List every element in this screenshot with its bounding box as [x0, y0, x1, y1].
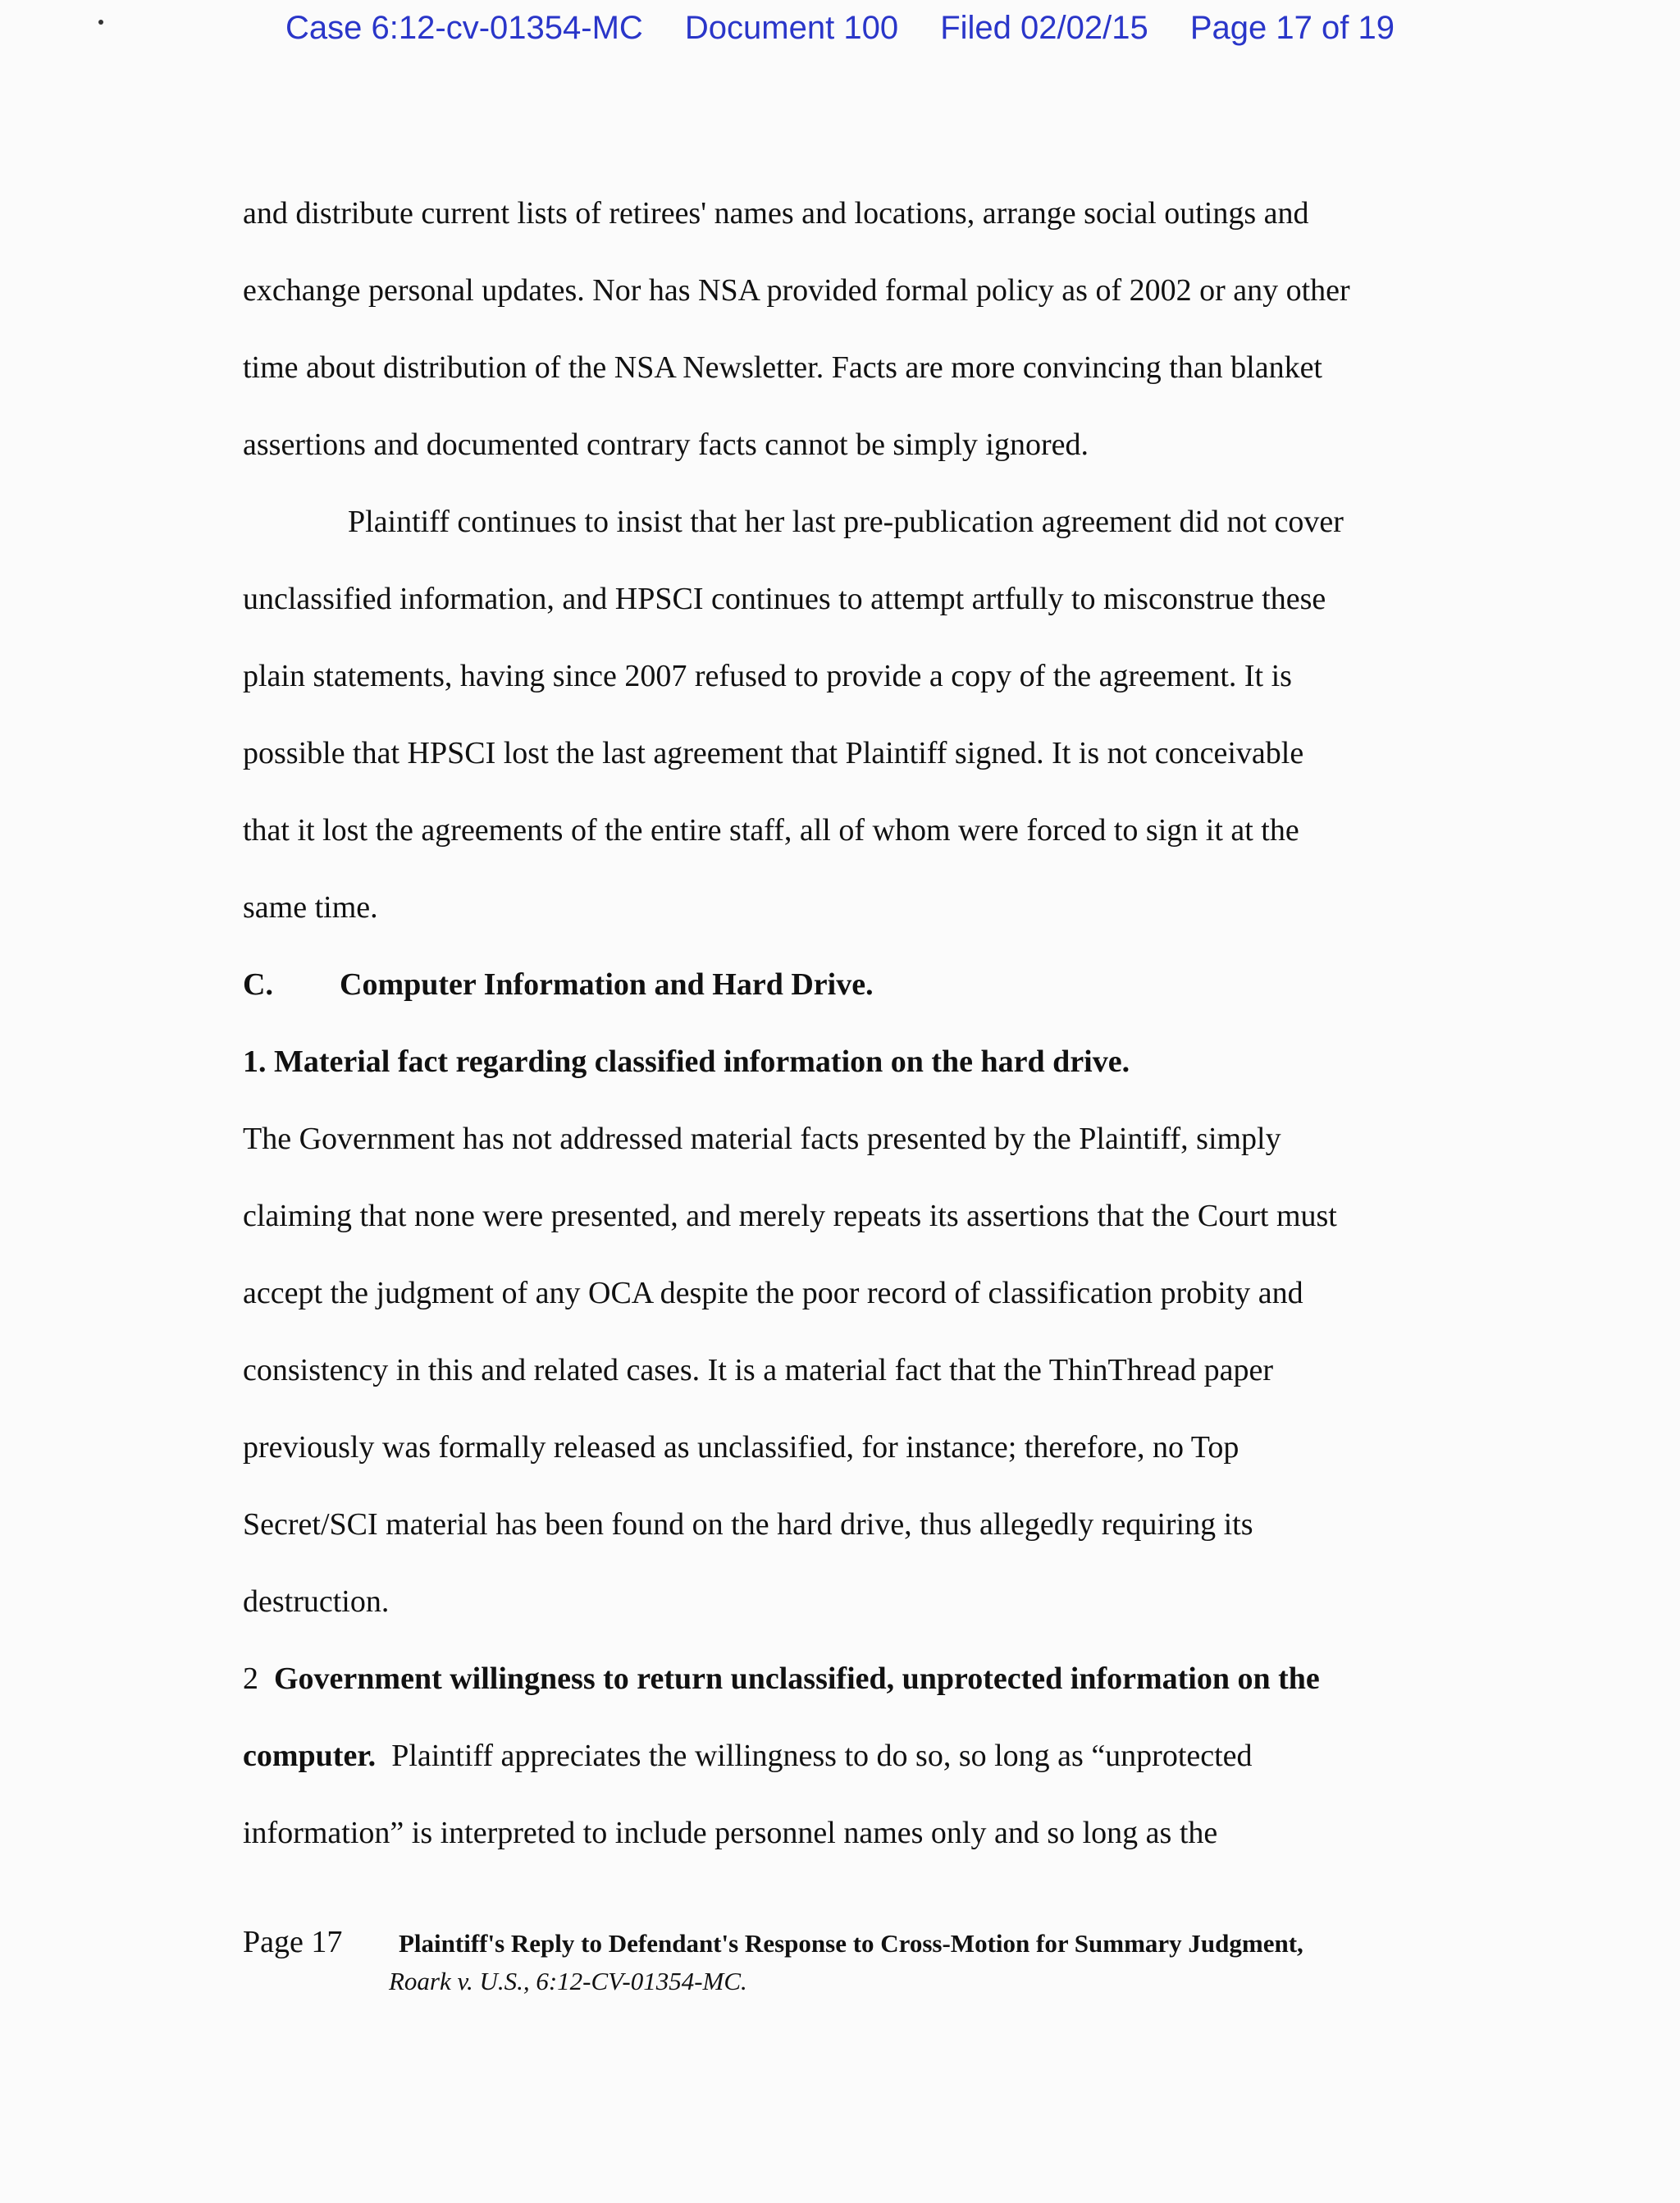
section-letter: C.	[243, 967, 273, 1002]
text-segment: Plaintiff appreciates the willingness to do so, so long as “unprotected	[391, 1739, 1253, 1773]
document-number: Document 100	[684, 10, 899, 46]
footer-citation: Roark v. U.S., 6:12-CV-01354-MC.	[389, 1967, 747, 1995]
text-line: claiming that none were presented, and merely repeats its assertions that the Court must	[243, 1199, 1337, 1233]
section-title: Computer Information and Hard Drive.	[340, 967, 874, 1002]
subsection-2-heading	[243, 1640, 1440, 1717]
text-line	[243, 1717, 1440, 1794]
text-line: Plaintiff continues to insist that her last pre-publication agreement did not cover	[348, 505, 1344, 539]
text-line: accept the judgment of any OCA despite the poor record of classification probity and	[243, 1276, 1303, 1310]
case-number: Case 6:12-cv-01354-MC	[285, 10, 643, 46]
paragraph-4	[243, 1640, 1440, 1872]
text-line: information” is interpreted to include personnel names only and so long as the	[243, 1816, 1218, 1850]
text-line: consistency in this and related cases. It is a material fact that the ThinThread paper	[243, 1353, 1273, 1387]
text-line: previously was formally released as unclassified, for instance; therefore, no Top	[243, 1430, 1239, 1465]
paragraph-1	[243, 175, 1440, 483]
subsection-1-heading: 1. Material fact regarding classified information on the hard drive.	[243, 1044, 1130, 1079]
paragraph-2	[243, 483, 1440, 946]
text-line: assertions and documented contrary facts cannot be simply ignored.	[243, 427, 1089, 462]
subsection-2-title-end: computer.	[243, 1739, 377, 1773]
section-c-heading	[243, 946, 1440, 1023]
page-count: Page 17 of 19	[1189, 10, 1395, 46]
paragraph-3	[243, 1100, 1440, 1640]
footer-row	[243, 1924, 1473, 1960]
text-line: that it lost the agreements of the entire staff, all of whom were forced to sign it at the	[243, 813, 1299, 848]
text-line: The Government has not addressed material facts presented by the Plaintiff, simply	[243, 1122, 1281, 1156]
page-footer	[243, 1924, 1473, 1996]
footer-page-number: Page 17	[243, 1925, 343, 1959]
ecf-header	[0, 10, 1680, 47]
text-line: and distribute current lists of retirees' names and locations, arrange social outings and	[243, 196, 1309, 231]
subsection-2-title: Government willingness to return unclassified, unprotected information on the	[274, 1661, 1320, 1696]
text-line: time about distribution of the NSA Newsletter. Facts are more convincing than blanket	[243, 350, 1322, 385]
text-line: destruction.	[243, 1584, 390, 1619]
footer-title: Plaintiff's Reply to Defendant's Response to Cross-Motion for Summary Judgment,	[399, 1929, 1303, 1958]
subsection-number: 2	[243, 1661, 258, 1696]
text-line: same time.	[243, 890, 378, 925]
body-text	[243, 175, 1440, 1872]
text-line: possible that HPSCI lost the last agreement that Plaintiff signed. It is not conceivable	[243, 736, 1304, 770]
text-line: exchange personal updates. Nor has NSA provided formal policy as of 2002 or any other	[243, 273, 1350, 308]
text-line: unclassified information, and HPSCI continues to attempt artfully to misconstrue these	[243, 582, 1326, 616]
text-line: plain statements, having since 2007 refused to provide a copy of the agreement. It is	[243, 659, 1292, 693]
filed-date: Filed 02/02/15	[940, 10, 1148, 46]
text-line: Secret/SCI material has been found on the hard drive, thus allegedly requiring its	[243, 1507, 1253, 1542]
